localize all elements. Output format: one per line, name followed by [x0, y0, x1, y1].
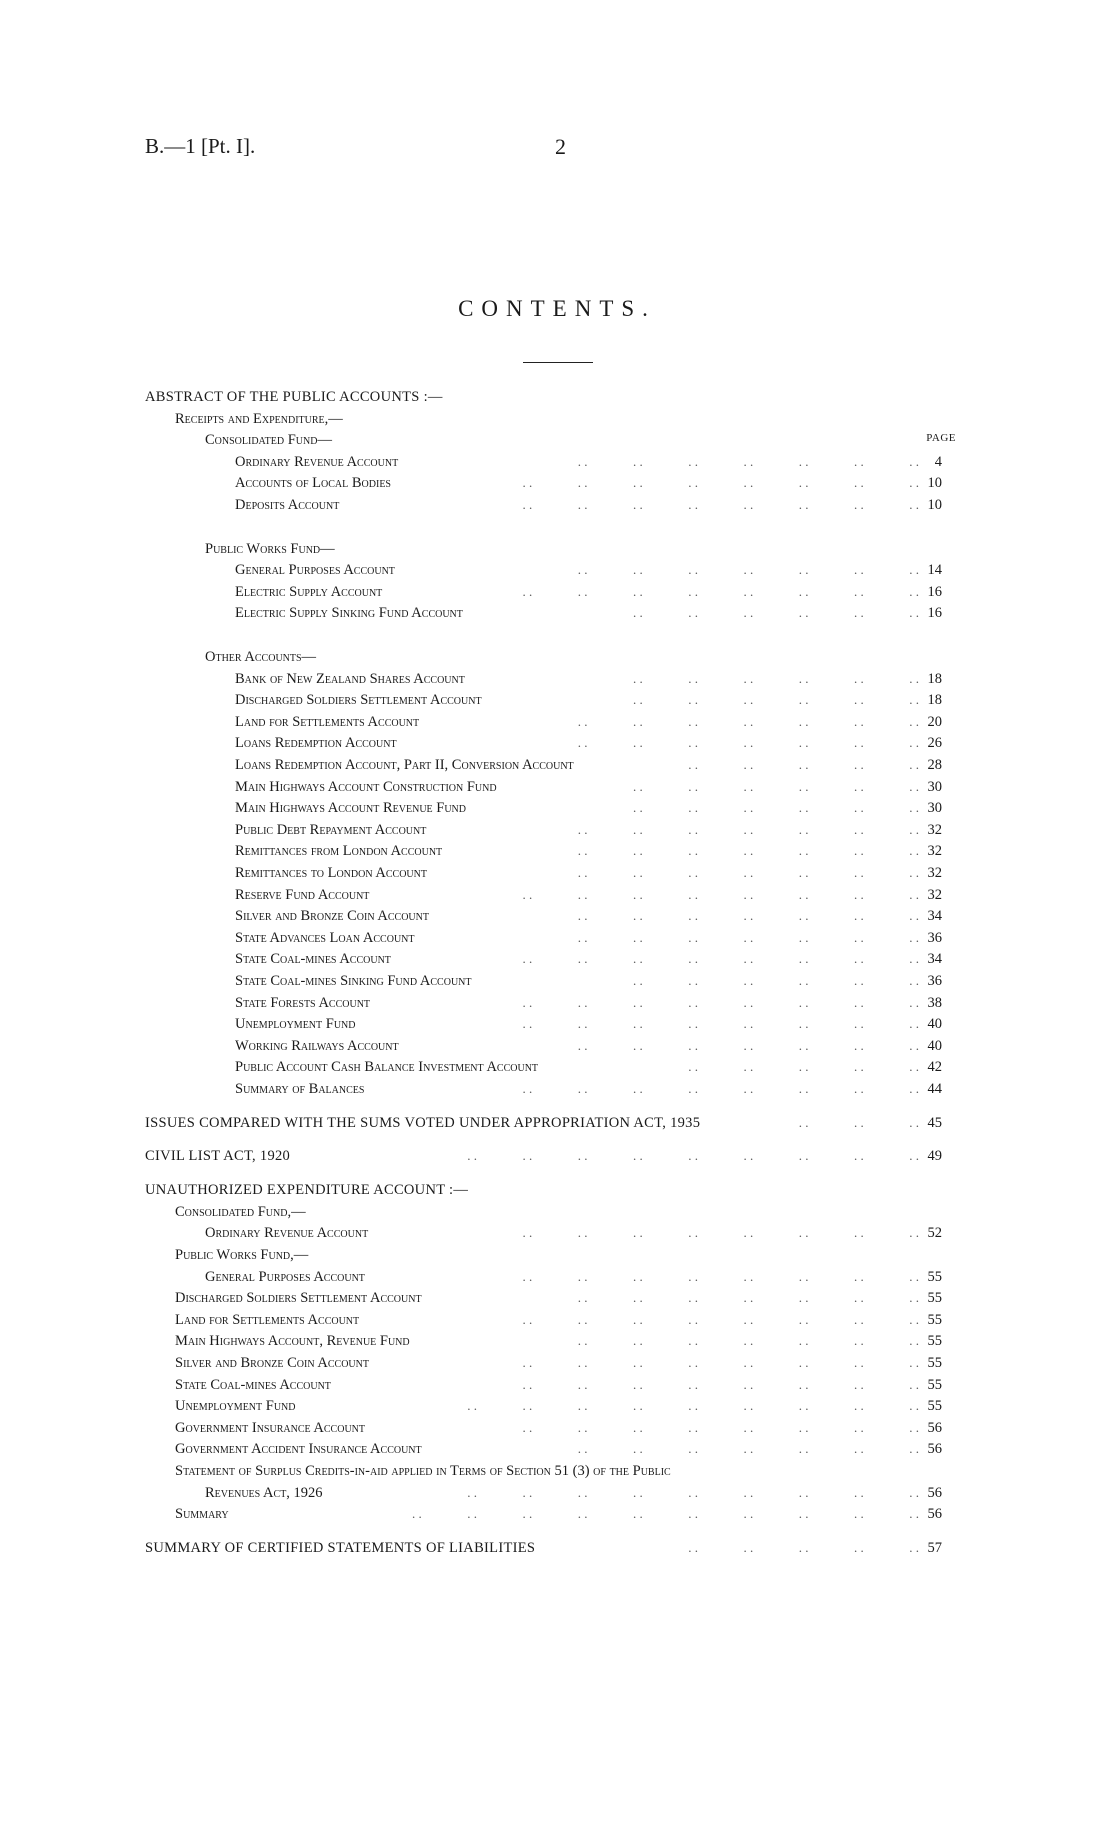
page-title: CONTENTS.: [458, 296, 656, 321]
leader-dots: . . . . . . . . . . . . . . . .: [522, 1081, 919, 1096]
toc-entry-page: 56: [927, 1441, 942, 1458]
toc-entry-page: 55: [927, 1333, 942, 1350]
toc-entry: [0, 602, 1114, 624]
toc-entry: [0, 732, 1114, 754]
toc-entry-label: Remittances from London Account: [235, 843, 443, 860]
leader-dots: . . . . . . . . . . . . . . . .: [522, 1016, 919, 1032]
toc-entry-label: Ordinary Revenue Account: [205, 1225, 369, 1242]
leader-dots: . . . . . . . . . .: [688, 757, 919, 772]
leader-dots: . . . . . . . . . . . .: [633, 692, 919, 708]
toc-entry: [0, 472, 1114, 494]
toc-entry: [0, 1374, 1114, 1396]
toc-entry-page: 38: [927, 994, 942, 1011]
toc-entry: [0, 1266, 1114, 1288]
toc-entry-label: Government Accident Insurance Account: [175, 1441, 422, 1458]
toc-entry-label: CIVIL LIST ACT, 1920: [145, 1148, 291, 1165]
toc-entry-label: Silver and Bronze Coin Account: [175, 1354, 369, 1371]
leader-dots: . . . . . . . . . . . . . . . .: [522, 583, 919, 599]
toc-entry-page: 55: [927, 1311, 942, 1328]
toc-entry-page: 32: [927, 821, 942, 838]
toc-entry-label: Public Account Cash Balance Investment Account: [235, 1059, 539, 1076]
toc-entry: [0, 408, 1114, 430]
toc-entry-label: Statement of Surplus Credits-in-aid applied in Terms of Section 51 (3) of the Public: [175, 1462, 671, 1479]
leader-dots: . . . . . . . . . . . . . . . .: [522, 994, 919, 1010]
toc-entry-label: Electric Supply Sinking Fund Account: [235, 605, 463, 622]
toc-entry: [0, 819, 1114, 841]
toc-entry-label: State Coal-mines Account: [175, 1376, 331, 1393]
toc-entry-label: Revenues Act, 1926: [205, 1484, 323, 1501]
toc-entry: [0, 1438, 1114, 1460]
toc-entry-page: 45: [927, 1114, 942, 1131]
toc-entry: [0, 776, 1114, 798]
leader-dots: . . . . . . . . . .: [688, 1059, 919, 1075]
toc-entry: [0, 1035, 1114, 1057]
toc-entry-page: 55: [927, 1290, 942, 1307]
leader-dots: . . . . . . . . . . . . . .: [577, 562, 919, 578]
toc-entry-label: Other Accounts—: [205, 649, 317, 665]
toc-entry-page: 55: [927, 1354, 942, 1371]
leader-dots: . . . . . . . . . . . . . .: [577, 865, 919, 880]
toc-entry-label: Land for Settlements Account: [235, 713, 420, 730]
leader-dots: . . . . . . . . . . . . . .: [577, 821, 919, 837]
leader-dots: . . . . . . . . . . . . . . . .: [522, 1419, 919, 1435]
leader-dots: . . . . . . . . . . . . . . . . . .: [467, 1398, 919, 1414]
leader-dots: . . . . . . . . . . . . . .: [577, 929, 919, 945]
leader-dots: . . . . . . . . . . . . . .: [577, 735, 919, 751]
toc-entry-label: Reserve Fund Account: [235, 886, 370, 903]
toc-entry: [0, 494, 1114, 516]
leader-dots: . . . . . . . . . . . . . . . .: [522, 1311, 919, 1327]
toc-entry: [0, 451, 1114, 473]
toc-entry-label: Electric Supply Account: [235, 583, 383, 600]
page-header: [145, 134, 1014, 164]
toc-entry: [0, 1537, 1114, 1559]
leader-dots: . . . . . . . . . .: [688, 1539, 919, 1555]
toc-entry-label: Loans Redemption Account: [235, 735, 397, 752]
toc-entry: [0, 1056, 1114, 1078]
toc-entry-label: State Coal-mines Account: [235, 951, 391, 968]
leader-dots: . . . . . . . . . . . .: [633, 605, 919, 621]
toc-entry-page: 20: [927, 713, 942, 730]
toc-entry-label: Discharged Soldiers Settlement Account: [175, 1290, 422, 1307]
leader-dots: . . . . . . . . . . . . . .: [577, 1290, 919, 1306]
leader-dots: . . . . . . . . . . . . . .: [577, 1441, 919, 1457]
toc-entry-page: 34: [927, 908, 942, 925]
toc-entry: [0, 1145, 1114, 1167]
leader-dots: . . . . . . . . . . . . . . . .: [522, 1354, 919, 1370]
leader-dots: . . . . . .: [798, 1114, 919, 1130]
leader-dots: . . . . . . . . . . . . . .: [577, 908, 919, 924]
page-number: 2: [555, 134, 566, 159]
toc-entry: [0, 646, 1114, 668]
toc-entry-page: 18: [927, 670, 942, 687]
toc-entry-page: 52: [927, 1225, 942, 1242]
toc-entry: [0, 559, 1114, 581]
toc-entry: [0, 668, 1114, 690]
toc-entry-page: 56: [927, 1506, 942, 1523]
toc-entry-label: Summary of Balances: [235, 1081, 365, 1097]
toc-entry: [0, 992, 1114, 1014]
toc-entry-page: 40: [927, 1016, 942, 1033]
toc-entry-page: 55: [927, 1398, 942, 1415]
toc-entry-page: 16: [927, 583, 942, 600]
toc-entry: [0, 538, 1114, 560]
toc-entry-label: UNAUTHORIZED EXPENDITURE ACCOUNT :—: [145, 1182, 469, 1199]
toc-entry-label: Public Works Fund,—: [175, 1246, 309, 1263]
toc-entry: [0, 1244, 1114, 1266]
toc-entry-label: ISSUES COMPARED WITH THE SUMS VOTED UNDER APPROPRIATION ACT, 1935: [145, 1114, 701, 1131]
page-column-heading: PAGE: [926, 432, 956, 445]
toc-entry: [0, 581, 1114, 603]
toc-entry-page: 55: [927, 1268, 942, 1285]
toc-entry: [0, 862, 1114, 884]
toc-entry: [0, 1287, 1114, 1309]
toc-entry-label: Summary: [175, 1506, 229, 1523]
toc-entry-label: Main Highways Account, Revenue Fund: [175, 1333, 410, 1350]
toc-entry: [0, 884, 1114, 906]
toc-entry-label: State Coal-mines Sinking Fund Account: [235, 973, 472, 989]
toc-entry-label: Land for Settlements Account: [175, 1311, 360, 1328]
toc-entry-label: General Purposes Account: [205, 1268, 365, 1285]
toc-entry: [0, 797, 1114, 819]
title-rule: [523, 362, 593, 363]
toc-entry-label: Remittances to London Account: [235, 865, 427, 881]
leader-dots: . . . . . . . . . . . . . . . .: [522, 951, 919, 967]
toc-entry-label: Discharged Soldiers Settlement Account: [235, 692, 482, 709]
toc-entry: [0, 840, 1114, 862]
toc-entry: [0, 905, 1114, 927]
toc-entry: [0, 386, 1114, 408]
toc-entry-label: Unemployment Fund: [175, 1398, 296, 1415]
toc-entry-page: 32: [927, 843, 942, 860]
toc-entry: [0, 1201, 1114, 1223]
leader-dots: . . . . . . . . . . . . . . . .: [522, 886, 919, 902]
leader-dots: . . . . . . . . . . . .: [633, 800, 919, 816]
leader-dots: . . . . . . . . . . . . . . . .: [522, 1268, 919, 1284]
toc-entry-page: 18: [927, 692, 942, 709]
toc-entry-label: Deposits Account: [235, 497, 340, 513]
toc-entry-label: Public Debt Repayment Account: [235, 821, 427, 838]
toc-entry-page: 34: [927, 951, 942, 968]
toc-entry-label: Ordinary Revenue Account: [235, 453, 399, 470]
toc-entry: [0, 1222, 1114, 1244]
toc-entry: [0, 927, 1114, 949]
toc-entry-label: ABSTRACT OF THE PUBLIC ACCOUNTS :—: [145, 389, 443, 405]
leader-dots: . . . . . . . . . . . . . .: [577, 1037, 919, 1053]
toc-entry-label: Main Highways Account Construction Fund: [235, 778, 497, 795]
toc-entry-page: 4: [934, 453, 942, 470]
toc-entry: [0, 711, 1114, 733]
leader-dots: . . . . . . . . . . . . . . . .: [522, 475, 919, 491]
toc-entry-page: 49: [927, 1148, 942, 1165]
toc-entry: [0, 1078, 1114, 1100]
toc-entry-label: Accounts of Local Bodies: [235, 475, 391, 492]
toc-entry-label: Main Highways Account Revenue Fund: [235, 800, 467, 817]
leader-dots: . . . . . . . . . . . .: [633, 670, 919, 686]
toc-entry-page: 16: [927, 605, 942, 622]
toc-entry-page: 32: [927, 886, 942, 903]
toc-entry-label: Working Railways Account: [235, 1037, 399, 1054]
toc-entry-label: Consolidated Fund,—: [175, 1203, 306, 1220]
leader-dots: . . . . . . . . . . . . . . . . . .: [467, 1484, 919, 1500]
toc-entry: [0, 1417, 1114, 1439]
leader-dots: . . . . . . . . . . . . . . . . . .: [467, 1148, 919, 1164]
toc-entry-page: 30: [927, 800, 942, 817]
toc-entry-page: 36: [927, 929, 942, 946]
toc-entry-page: 56: [927, 1419, 942, 1436]
toc-entry-page: 14: [927, 562, 942, 579]
toc-entry-label: Government Insurance Account: [175, 1419, 366, 1436]
toc-entry-label: Public Works Fund—: [205, 540, 335, 557]
toc-entry-label: General Purposes Account: [235, 562, 395, 579]
toc-entry-page: 44: [927, 1081, 942, 1097]
toc-entry: [0, 689, 1114, 711]
toc-entry: [0, 754, 1114, 776]
toc-entry-page: 55: [927, 1376, 942, 1393]
toc-entry-label: Unemployment Fund: [235, 1016, 356, 1033]
toc-entry-page: 28: [927, 757, 942, 773]
leader-dots: . . . . . . . . . . . . . .: [577, 713, 919, 729]
leader-dots: . . . . . . . . . . . . . . . .: [522, 497, 919, 512]
leader-dots: . . . . . . . . . . . . . . . . . . . .: [412, 1506, 919, 1522]
toc-entry-page: 10: [927, 475, 942, 492]
toc-entry: [0, 1482, 1114, 1504]
toc-entry: [0, 1460, 1114, 1482]
toc-entry: [0, 1309, 1114, 1331]
leader-dots: . . . . . . . . . . . . . . . .: [522, 1376, 919, 1392]
toc-entry-page: 36: [927, 973, 942, 989]
document-reference: B.—1 [Pt. I].: [145, 134, 256, 158]
toc-entry-page: 32: [927, 865, 942, 881]
leader-dots: . . . . . . . . . . . . . . . .: [522, 1225, 919, 1241]
toc-entry: [0, 1352, 1114, 1374]
toc-entry-label: State Advances Loan Account: [235, 929, 415, 946]
toc-entry: [0, 1112, 1114, 1134]
toc-entry: [0, 1013, 1114, 1035]
toc-entry-page: 26: [927, 735, 942, 752]
leader-dots: . . . . . . . . . . . . . .: [577, 453, 919, 469]
leader-dots: . . . . . . . . . . . . . .: [577, 1333, 919, 1349]
toc-entry-page: 10: [927, 497, 942, 513]
toc-entry-label: Receipts and Expenditure,—: [175, 410, 343, 427]
toc-entry-page: 40: [927, 1037, 942, 1054]
toc-entry-page: 42: [927, 1059, 942, 1076]
toc-entry: [0, 1503, 1114, 1525]
leader-dots: . . . . . . . . . . . . . .: [577, 843, 919, 859]
toc-entry-page: 56: [927, 1484, 942, 1501]
toc-entry: [0, 948, 1114, 970]
toc-entry: [0, 1330, 1114, 1352]
toc-entry: [0, 970, 1114, 992]
toc-entry: [0, 1179, 1114, 1201]
toc-entry-label: Bank of New Zealand Shares Account: [235, 670, 465, 687]
toc-entry: [0, 1395, 1114, 1417]
toc-entry: [0, 429, 1114, 451]
toc-entry-label: Consolidated Fund—: [205, 432, 332, 449]
toc-entry-page: 57: [927, 1539, 942, 1556]
toc-entry-label: State Forests Account: [235, 994, 371, 1011]
toc-entry-page: 30: [927, 778, 942, 795]
toc-entry-label: SUMMARY OF CERTIFIED STATEMENTS OF LIABILITIES: [145, 1539, 536, 1556]
leader-dots: . . . . . . . . . . . .: [633, 778, 919, 794]
leader-dots: . . . . . . . . . . . .: [633, 973, 919, 988]
toc-entry-label: Loans Redemption Account, Part II, Conversion Account: [235, 757, 574, 773]
toc-entry-label: Silver and Bronze Coin Account: [235, 908, 429, 925]
